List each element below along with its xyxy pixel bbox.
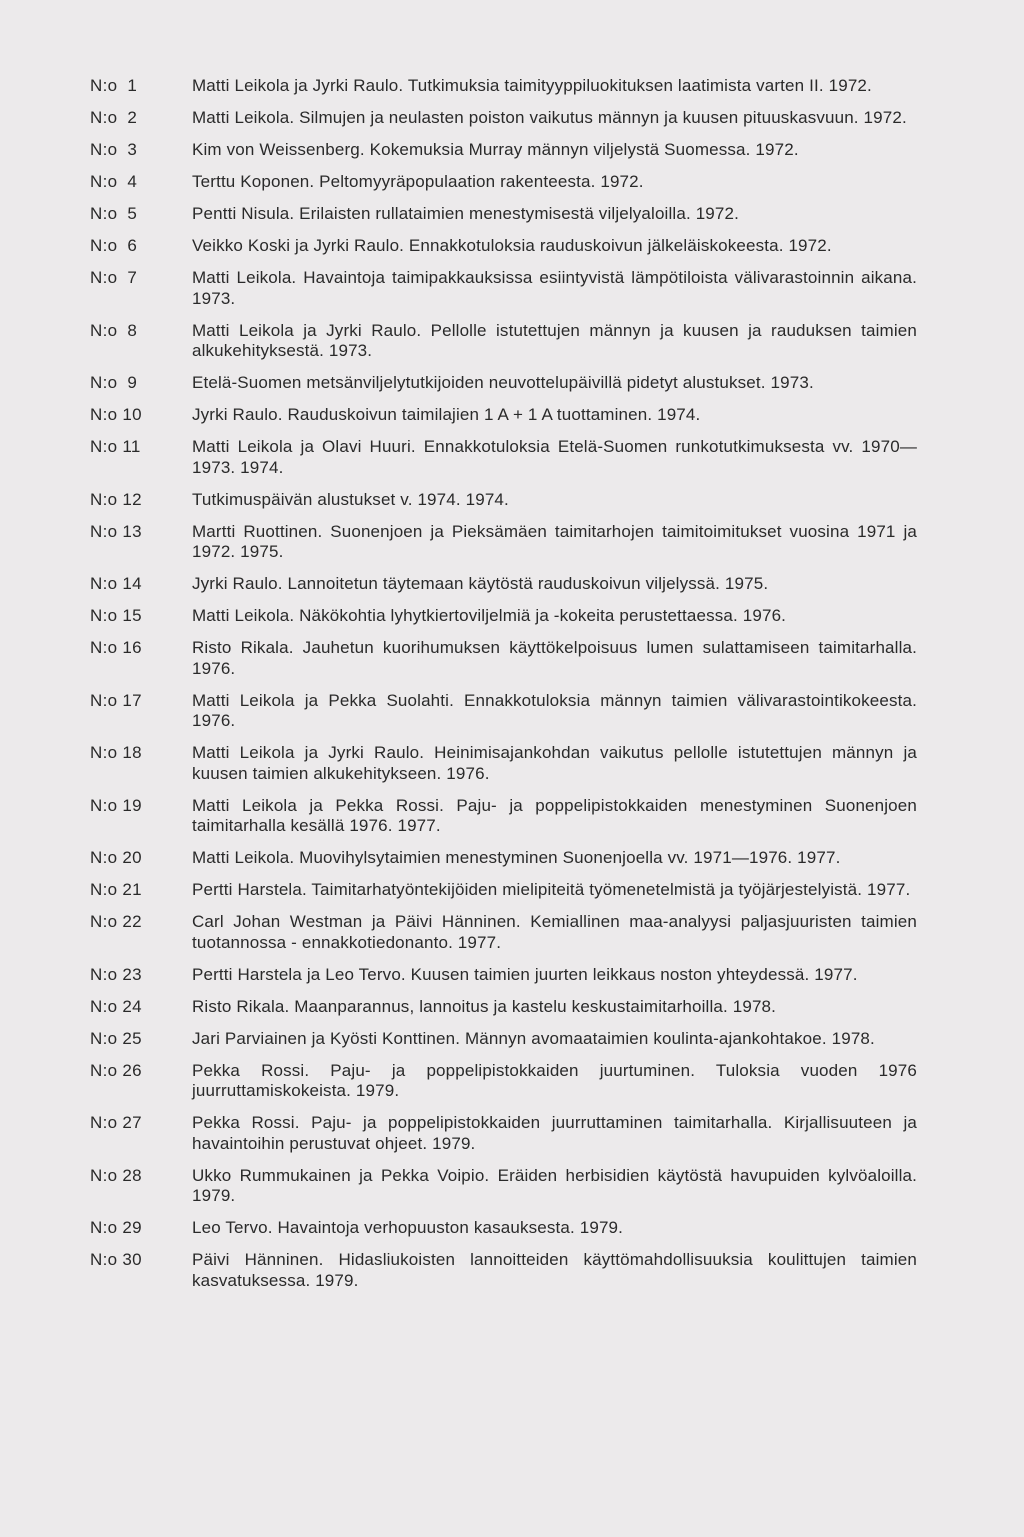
entry-citation: Tutkimuspäivän alustukset v. 1974. 1974. [192, 489, 509, 509]
entry-number: N:o 17 [90, 690, 142, 710]
entry-number: N:o 14 [90, 574, 142, 593]
list-item [90, 373, 940, 394]
entry-number: N:o 15 [90, 606, 142, 625]
list-item [90, 268, 940, 309]
entry-number: N:o 19 [90, 795, 142, 815]
entry-citation: Matti Leikola ja Olavi Huuri. Ennakkotuloksia Etelä-Suomen runkotutkimuksesta vv. 1970—1973. 1974. [192, 437, 917, 477]
entry-citation: Etelä-Suomen metsänviljelytutkijoiden neuvottelupäivillä pidetyt alustukset. 1973. [192, 373, 814, 392]
entry-number: N:o 26 [90, 1060, 142, 1080]
list-item [90, 997, 940, 1018]
list-item [90, 1250, 940, 1291]
entry-number: N:o 23 [90, 964, 142, 984]
entry-citation: Pentti Nisula. Erilaisten rullataimien menestymisestä viljelyaloilla. 1972. [192, 204, 739, 223]
list-item [90, 912, 940, 953]
entry-number: N:o 4 [90, 172, 138, 191]
list-item [90, 638, 940, 679]
entry-number: N:o 9 [90, 373, 138, 392]
list-item [90, 437, 940, 478]
entry-number: N:o 12 [90, 489, 142, 509]
list-item [90, 76, 940, 97]
list-item [90, 522, 940, 563]
entry-citation: Kim von Weissenberg. Kokemuksia Murray männyn viljelystä Suomessa. 1972. [192, 140, 799, 159]
entry-number: N:o 27 [90, 1113, 142, 1132]
entry-citation: Matti Leikola. Havaintoja taimipakkauksissa esiintyvistä lämpötiloista välivarastoinnin aikana. 1973. [192, 268, 917, 308]
entry-citation: Matti Leikola ja Jyrki Raulo. Pellolle istutettujen männyn ja kuusen ja rauduksen taimien alkukehityksestä. 1973. [192, 320, 917, 360]
entry-number: N:o 11 [90, 437, 141, 456]
entry-number: N:o 10 [90, 405, 142, 424]
entry-citation: Risto Rikala. Jauhetun kuorihumuksen käyttökelpoisuus lumen sulattamiseen taimitarhalla. 1976. [192, 638, 917, 678]
entry-citation: Terttu Koponen. Peltomyyräpopulaation rakenteesta. 1972. [192, 172, 644, 191]
publication-list [90, 76, 940, 1291]
entry-citation: Carl Johan Westman ja Päivi Hänninen. Kemiallinen maa-analyysi paljasjuuristen taimien tuotannossa - ennakkotiedonanto. 1977. [192, 912, 917, 952]
entry-citation: Päivi Hänninen. Hidasliukoisten lannoitteiden käyttömahdollisuuksia koulittujen taimien kasvatuksessa. 1979. [192, 1250, 917, 1290]
entry-number: N:o 7 [90, 268, 138, 287]
list-item [90, 321, 940, 362]
entry-number: N:o 25 [90, 1028, 142, 1048]
entry-citation: Jari Parviainen ja Kyösti Konttinen. Männyn avomaataimien koulinta-ajankohtakoe. 1978. [192, 1028, 875, 1048]
entry-citation: Matti Leikola. Silmujen ja neulasten poiston vaikutus männyn ja kuusen pituuskasvuun. 1972. [192, 108, 907, 127]
list-item [90, 490, 940, 511]
entry-citation: Matti Leikola. Muovihylsytaimien menestyminen Suonenjoella vv. 1971—1976. 1977. [192, 848, 841, 867]
list-item [90, 1029, 940, 1050]
entry-number: N:o 5 [90, 204, 138, 223]
entry-number: N:o 16 [90, 638, 142, 657]
entry-number: N:o 18 [90, 743, 142, 762]
entry-citation: Matti Leikola ja Jyrki Raulo. Heinimisajankohdan vaikutus pellolle istutettujen männyn ja kuusen taimien alkukehitykseen. 1976. [192, 743, 917, 783]
list-item [90, 140, 940, 161]
entry-citation: Pekka Rossi. Paju- ja poppelipistokkaiden juurtuminen. Tuloksia vuoden 1976 juurruttamiskokeista. 1979. [192, 1060, 917, 1100]
entry-number: N:o 6 [90, 236, 138, 255]
list-item [90, 1166, 940, 1207]
list-item [90, 965, 940, 986]
entry-number: N:o 24 [90, 996, 142, 1016]
list-item [90, 1113, 940, 1154]
entry-number: N:o 13 [90, 521, 142, 541]
entry-citation: Leo Tervo. Havaintoja verhopuuston kasauksesta. 1979. [192, 1218, 624, 1237]
list-item [90, 236, 940, 257]
entry-number: N:o 21 [90, 880, 142, 899]
entry-number: N:o 30 [90, 1250, 142, 1269]
entry-citation: Matti Leikola ja Pekka Rossi. Paju- ja poppelipistokkaiden menestyminen Suonenjoen taimitarhalla kesällä 1976. 1977. [192, 795, 917, 835]
list-item [90, 691, 940, 732]
list-item [90, 796, 940, 837]
entry-citation: Matti Leikola ja Pekka Suolahti. Ennakkotuloksia männyn taimien välivarastointikokeesta. 1976. [192, 690, 917, 730]
entry-citation: Veikko Koski ja Jyrki Raulo. Ennakkotuloksia rauduskoivun jälkeläiskokeesta. 1972. [192, 236, 832, 255]
entry-number: N:o 28 [90, 1165, 142, 1185]
entry-citation: Jyrki Raulo. Lannoitetun täytemaan käytöstä rauduskoivun viljelyssä. 1975. [192, 574, 769, 593]
entry-number: N:o 1 [90, 76, 138, 95]
entry-citation: Martti Ruottinen. Suonenjoen ja Pieksämäen taimitarhojen taimitoimitukset vuosina 1971 ja 1972. 1975. [192, 521, 917, 561]
list-item [90, 848, 940, 869]
entry-citation: Ukko Rummukainen ja Pekka Voipio. Eräiden herbisidien käytöstä havupuiden kylvöaloilla. 1979. [192, 1165, 917, 1205]
list-item [90, 172, 940, 193]
list-item [90, 880, 940, 901]
entry-number: N:o 29 [90, 1218, 142, 1237]
entry-citation: Matti Leikola ja Jyrki Raulo. Tutkimuksia taimityyppiluokituksen laatimista varten II. 1972. [192, 76, 872, 95]
entry-citation: Matti Leikola. Näkökohtia lyhytkiertoviljelmiä ja -kokeita perustettaessa. 1976. [192, 606, 787, 625]
list-item [90, 1218, 940, 1239]
entry-number: N:o 8 [90, 320, 138, 340]
entry-citation: Pertti Harstela. Taimitarhatyöntekijöiden mielipiteitä työmenetelmistä ja työjärjestelyistä. 1977. [192, 880, 911, 899]
entry-number: N:o 22 [90, 912, 142, 931]
entry-citation: Pekka Rossi. Paju- ja poppelipistokkaiden juurruttaminen taimitarhalla. Kirjallisuuteen ja havaintoihin perustuvat ohjeet. 1979. [192, 1113, 917, 1153]
entry-citation: Risto Rikala. Maanparannus, lannoitus ja kastelu keskustaimitarhoilla. 1978. [192, 996, 777, 1016]
list-item [90, 606, 940, 627]
list-item [90, 108, 940, 129]
entry-number: N:o 20 [90, 848, 142, 867]
list-item [90, 743, 940, 784]
entry-citation: Pertti Harstela ja Leo Tervo. Kuusen taimien juurten leikkaus noston yhteydessä. 1977. [192, 964, 858, 984]
list-item [90, 574, 940, 595]
entry-number: N:o 2 [90, 108, 138, 127]
entry-number: N:o 3 [90, 140, 138, 159]
list-item [90, 204, 940, 225]
entry-citation: Jyrki Raulo. Rauduskoivun taimilajien 1 A + 1 A tuottaminen. 1974. [192, 405, 701, 424]
list-item [90, 1061, 940, 1102]
list-item [90, 405, 940, 426]
